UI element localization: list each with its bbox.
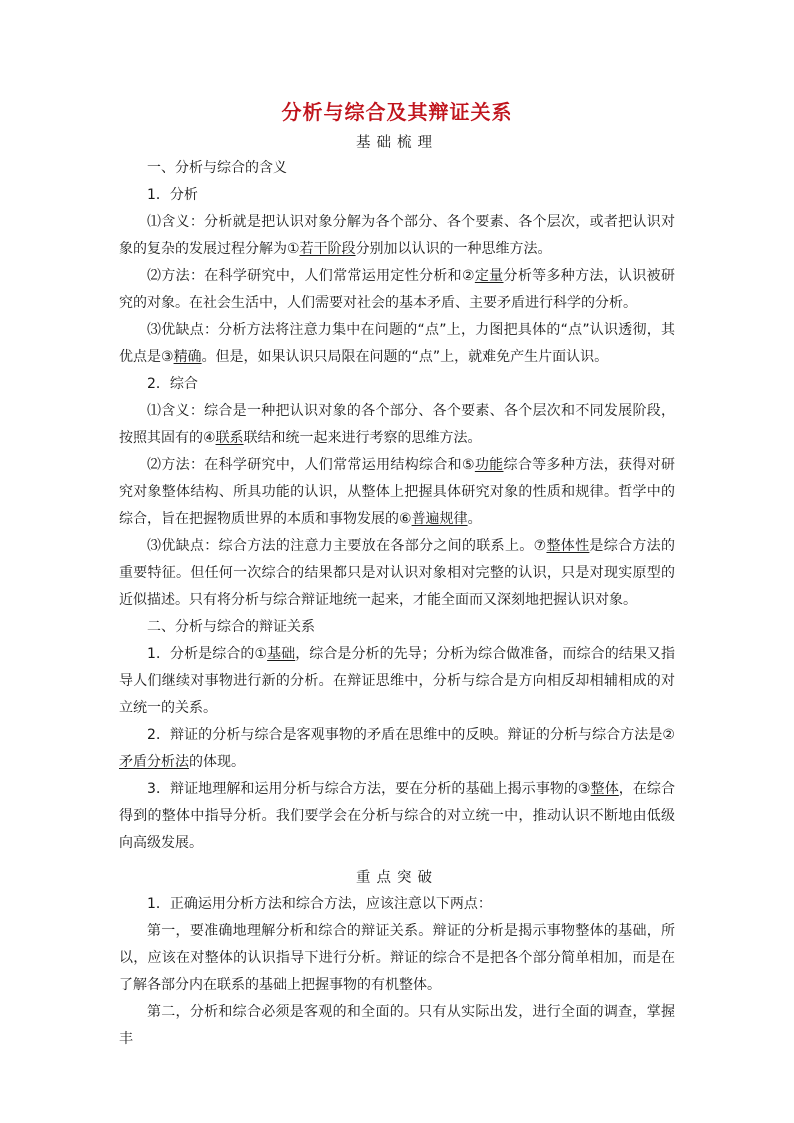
answer-blank: 矛盾分析法: [119, 754, 189, 770]
answer-blank: 基础: [267, 646, 296, 662]
section-heading-key-points: 重点突破: [356, 870, 438, 886]
paragraph-analysis-pros-cons: ⑶优缺点：分析方法将注意力集中在问题的“点”上，力图把具体的“点”认识透彻，其优点是③精确。但是，如果认识只局限在问题的“点”上，就难免产生片面认识。: [119, 322, 675, 365]
paragraph-relation-2: 2．辩证的分析与综合是客观事物的矛盾在思维中的反映。辩证的分析与综合方法是②矛盾分析法的体现。: [119, 727, 675, 770]
heading-analysis: 1．分析: [147, 187, 198, 203]
answer-blank: 定量: [474, 268, 504, 284]
answer-blank: 功能: [474, 457, 504, 473]
key-point-first: 第一，要准确地理解分析和综合的辩证关系。辩证的分析是揭示事物整体的基础，所以，应该在对整体的认识指导下进行分析。辩证的综合不是把各个部分简单相加，而是在了解各部分内在联系的基础上把握事物的有机整体。: [119, 923, 675, 993]
key-point-second: 第二，分析和综合必须是客观的和全面的。只有从实际出发，进行全面的调查，掌握丰: [119, 1004, 675, 1047]
paragraph-analysis-method: ⑵方法：在科学研究中，人们常常运用定性分析和②定量分析等多种方法，认识被研究的对象。在社会生活中，人们需要对社会的基本矛盾、主要矛盾进行科学的分析。: [119, 268, 675, 311]
heading-meaning: 一、分析与综合的含义: [147, 160, 287, 176]
paragraph-relation-1: 1．分析是综合的①基础，综合是分析的先导；分析为综合做准备，而综合的结果又指导人们继续对事物进行新的分析。在辩证思维中，分析与综合是方向相反却相辅相成的对立统一的关系。: [119, 646, 675, 716]
paragraph-synthesis-method: ⑵方法：在科学研究中，人们常常运用结构综合和⑤功能综合等多种方法，获得对研究对象整体结构、所具功能的认识，从整体上把握具体研究对象的性质和规律。哲学中的综合，旨在把握物质世界的本质和事物发展的⑥普遍规律。: [119, 457, 675, 527]
answer-blank: 整体性: [546, 538, 590, 554]
paragraph-synthesis-pros-cons: ⑶优缺点：综合方法的注意力主要放在各部分之间的联系上。⑦整体性是综合方法的重要特征。但任何一次综合的结果都只是对认识对象相对完整的认识，只是对现实原型的近似描述。只有将分析与综合辩证地统一起来，才能全面而又深刻地把握认识对象。: [119, 538, 675, 608]
answer-blank: 若干阶段: [299, 241, 356, 257]
answer-blank: 精确: [173, 349, 202, 365]
paragraph-analysis-definition: ⑴含义：分析就是把认识对象分解为各个部分、各个要素、各个层次，或者把认识对象的复杂的发展过程分解为①若干阶段分别加以认识的一种思维方法。: [119, 214, 675, 257]
document-title: 分析与综合及其辩证关系: [281, 100, 513, 124]
heading-dialectical-relation: 二、分析与综合的辩证关系: [147, 619, 315, 635]
answer-blank: 联系: [215, 430, 244, 446]
key-points-body: [119, 891, 675, 1053]
paragraph-relation-3: 3．辩证地理解和运用分析与综合方法，要在分析的基础上揭示事物的③整体，在综合得到的整体中指导分析。我们要学会在分析与综合的对立统一中，推动认识不断地由低级向高级发展。: [119, 781, 676, 851]
basics-body: [119, 155, 675, 857]
paragraph-synthesis-definition: ⑴含义：综合是一种把认识对象的各个部分、各个要素、各个层次和不同发展阶段，按照其固有的④联系联结和统一起来进行考察的思维方法。: [119, 403, 675, 446]
key-point-intro: 1．正确运用分析方法和综合方法，应该注意以下两点：: [147, 896, 492, 912]
answer-blank: 整体: [590, 781, 619, 797]
heading-synthesis: 2．综合: [147, 376, 198, 392]
answer-blank: 普遍规律: [411, 511, 468, 527]
section-heading-basics: 基础梳理: [356, 135, 438, 151]
